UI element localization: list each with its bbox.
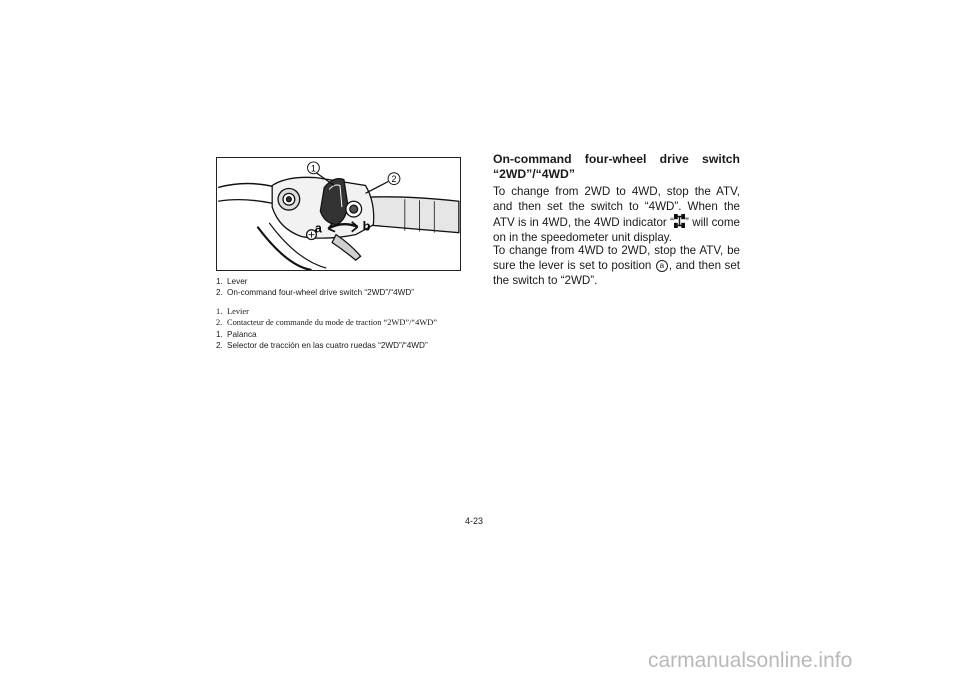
paragraph-4wd-to-2wd: To change from 4WD to 2WD, stop the ATV, be sure the lever is set to position a , and then set the switch to “2WD”. xyxy=(493,244,740,287)
caption-spanish xyxy=(216,329,476,351)
callout-1: 1 xyxy=(310,163,316,174)
paragraph-2wd-to-4wd: To change from 2WD to 4WD, stop the ATV, and then set the switch to “4WD”. When the ATV is in 4WD, the 4WD indicator “ ” will come on in the speedometer unit display. xyxy=(493,185,740,244)
caption-item: 1. Lever xyxy=(216,277,248,286)
caption-item: 1. Palanca xyxy=(216,330,257,339)
caption-english xyxy=(216,276,476,298)
page-number: 4-23 xyxy=(465,516,484,526)
callout-2: 2 xyxy=(391,174,397,185)
4wd-indicator-icon xyxy=(674,214,685,228)
caption-french xyxy=(216,306,476,328)
position-a-marker: a xyxy=(656,260,668,272)
caption-item: 2. On-command four-wheel drive switch “2WD”/“4WD” xyxy=(216,288,414,297)
caption-item: 2. Selector de tracción en las cuatro ruedas “2WD”/“4WD” xyxy=(216,341,428,350)
caption-item: 2. Contacteur de commande du mode de traction “2WD”/“4WD” xyxy=(216,318,437,327)
watermark: carmanualsonline.info xyxy=(648,649,853,672)
position-a-label: a xyxy=(314,220,322,236)
section-heading: On-command four-wheel drive switch “2WD”/“4WD” xyxy=(493,152,740,181)
position-b-label: b xyxy=(362,218,371,234)
caption-item: 1. Levier xyxy=(216,307,249,316)
handlebar-switch-illustration xyxy=(216,157,461,271)
